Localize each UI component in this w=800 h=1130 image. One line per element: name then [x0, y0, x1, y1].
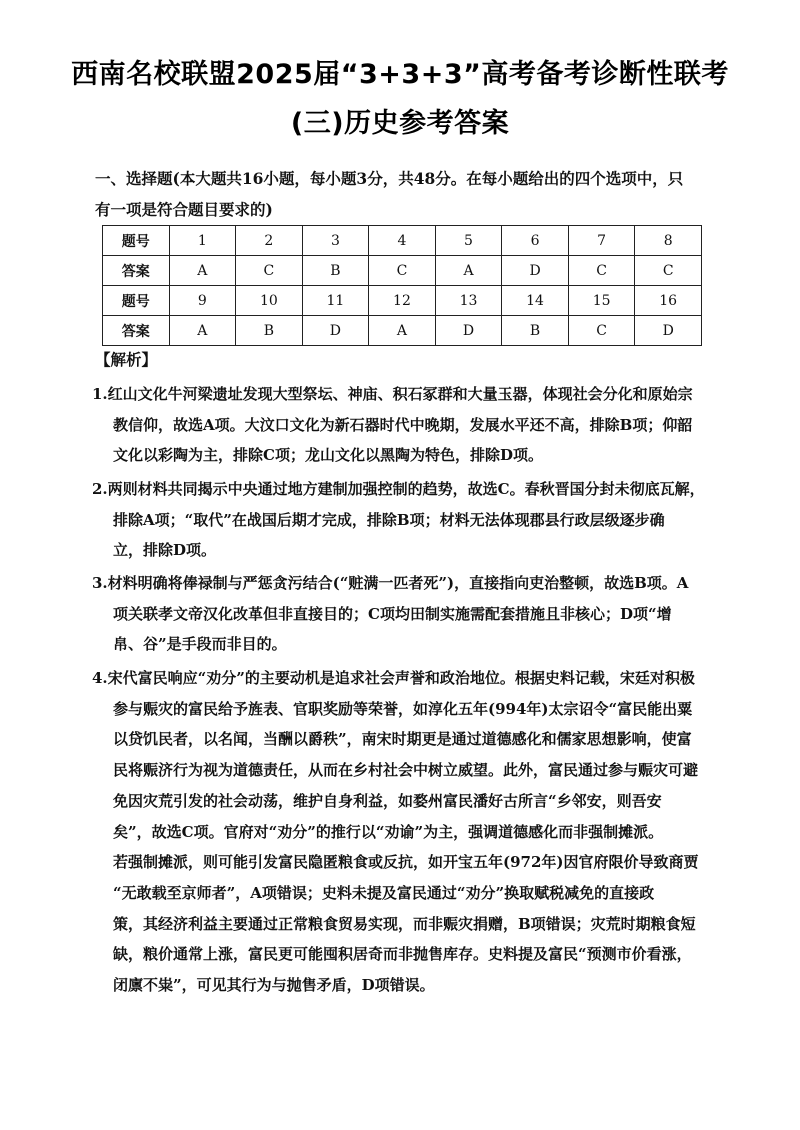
answer-table	[102, 225, 702, 346]
question-number: 8	[635, 226, 702, 256]
table-row-question-numbers-1	[103, 226, 702, 256]
answer-cell: D	[435, 316, 502, 346]
analysis-line: 立，排除D项。	[113, 541, 217, 560]
section-instructions-line1: 一、选择题(本大题共16小题，每小题3分，共48分。在每小题给出的四个选项中，只	[95, 169, 684, 188]
question-number: 16	[635, 286, 702, 316]
analysis-line: 2.两则材料共同揭示中央通过地方建制加强控制的趋势，故选C。春秋晋国分封未彻底瓦解，	[92, 480, 705, 498]
answer-cell: D	[502, 256, 569, 286]
answer-cell: D	[302, 316, 369, 346]
question-number: 9	[169, 286, 236, 316]
answer-cell: B	[236, 316, 303, 346]
analysis-line: 教信仰，故选A项。大汶口文化为新石器时代中晚期，发展水平还不高，排除B项；仰韶	[113, 415, 693, 434]
table-row-answers-2	[103, 316, 702, 346]
answer-cell: B	[502, 316, 569, 346]
analysis-line: 以贷饥民者，以名闻，当酬以爵秩”，南宋时期更是通过道德感化和儒家思想影响，使富	[113, 730, 692, 749]
answer-cell: A	[369, 316, 436, 346]
analysis-item-4	[92, 663, 724, 1001]
section-instructions-line2: 有一项是符合题目要求的)	[95, 200, 273, 219]
analysis-line: 排除A项；“取代”在战国后期才完成，排除B项；材料无法体现郡县行政层级逐步确	[113, 510, 665, 529]
row-label: 题号	[103, 286, 170, 316]
question-number: 15	[568, 286, 635, 316]
analysis-line: 免因灾荒引发的社会动荡，维护自身利益，如婺州富民潘好古所言“乡邻安，则吾安	[113, 791, 662, 810]
answer-cell: A	[169, 256, 236, 286]
analysis-line: 3.材料明确将俸禄制与严惩贪污结合(“赃满一匹者死”)，直接指向吏治整顿，故选B项。A	[92, 574, 689, 592]
analysis-line: 文化以彩陶为主，排除C项；龙山文化以黑陶为特色，排除D项。	[113, 446, 543, 465]
question-number: 1	[169, 226, 236, 256]
question-number: 11	[302, 286, 369, 316]
question-number: 14	[502, 286, 569, 316]
analysis-line: 策，其经济利益主要通过正常粮食贸易实现，而非赈灾捐赠，B项错误；灾荒时期粮食短	[113, 914, 696, 933]
answer-cell: B	[302, 256, 369, 286]
question-number: 2	[236, 226, 303, 256]
analysis-line: 项关联孝文帝汉化改革但非直接目的；C项均田制实施需配套措施且非核心；D项“增	[113, 604, 672, 623]
answer-cell: C	[369, 256, 436, 286]
answer-cell: A	[435, 256, 502, 286]
analysis-line: “无敢载至京师者”，A项错误；史料未提及富民通过“劝分”换取赋税减免的直接政	[113, 883, 655, 902]
question-number: 10	[236, 286, 303, 316]
answer-cell: C	[568, 256, 635, 286]
answer-cell: C	[236, 256, 303, 286]
analysis-line: 1.红山文化牛河梁遗址发现大型祭坛、神庙、积石冢群和大量玉器，体现社会分化和原始宗	[92, 385, 693, 403]
answer-cell: C	[568, 316, 635, 346]
analysis-item-1	[92, 379, 724, 471]
analysis-line: 若强制摊派，则可能引发富民隐匿粮食或反抗，如开宝五年(972年)因官府限价导致商贾	[113, 853, 699, 872]
analysis-line: 矣”，故选C项。官府对“劝分”的推行以“劝谕”为主，强调道德感化而非强制摊派。	[113, 822, 664, 841]
section-instructions	[95, 163, 720, 225]
analysis-item-2	[92, 474, 724, 566]
question-number: 4	[369, 226, 436, 256]
question-number: 12	[369, 286, 436, 316]
row-label: 答案	[103, 316, 170, 346]
row-label: 答案	[103, 256, 170, 286]
analysis-line: 闭廪不粜”，可见其行为与抛售矛盾，D项错误。	[113, 976, 435, 995]
table-row-question-numbers-2	[103, 286, 702, 316]
question-number: 6	[502, 226, 569, 256]
analysis-heading: 【解析】	[95, 350, 158, 369]
document-title-line2: (三)历史参考答案	[290, 108, 510, 139]
question-number: 7	[568, 226, 635, 256]
question-number: 13	[435, 286, 502, 316]
analysis-line: 民将赈济行为视为道德责任，从而在乡村社会中树立威望。此外，富民通过参与赈灾可避	[113, 761, 699, 780]
answer-cell: A	[169, 316, 236, 346]
answer-cell: D	[635, 316, 702, 346]
analysis-line: 参与赈灾的富民给予旌表、官职奖励等荣誉，如淳化五年(994年)太宗诏令“富民能出粟	[113, 699, 693, 718]
row-label: 题号	[103, 226, 170, 256]
document-title-line1: 西南名校联盟2025届“3+3+3”高考备考诊断性联考	[71, 59, 729, 90]
analysis-item-3	[92, 568, 724, 660]
table-row-answers-1	[103, 256, 702, 286]
analysis-line: 帛、谷”是手段而非目的。	[113, 635, 287, 654]
question-number: 3	[302, 226, 369, 256]
question-number: 5	[435, 226, 502, 256]
answer-cell: C	[635, 256, 702, 286]
analysis-line: 4.宋代富民响应“劝分”的主要动机是追求社会声誉和政治地位。根据史料记载，宋廷对积极	[92, 669, 695, 687]
analysis-line: 缺，粮价通常上涨，富民更可能囤积居奇而非抛售库存。史料提及富民“预测市价看涨，	[113, 945, 692, 964]
